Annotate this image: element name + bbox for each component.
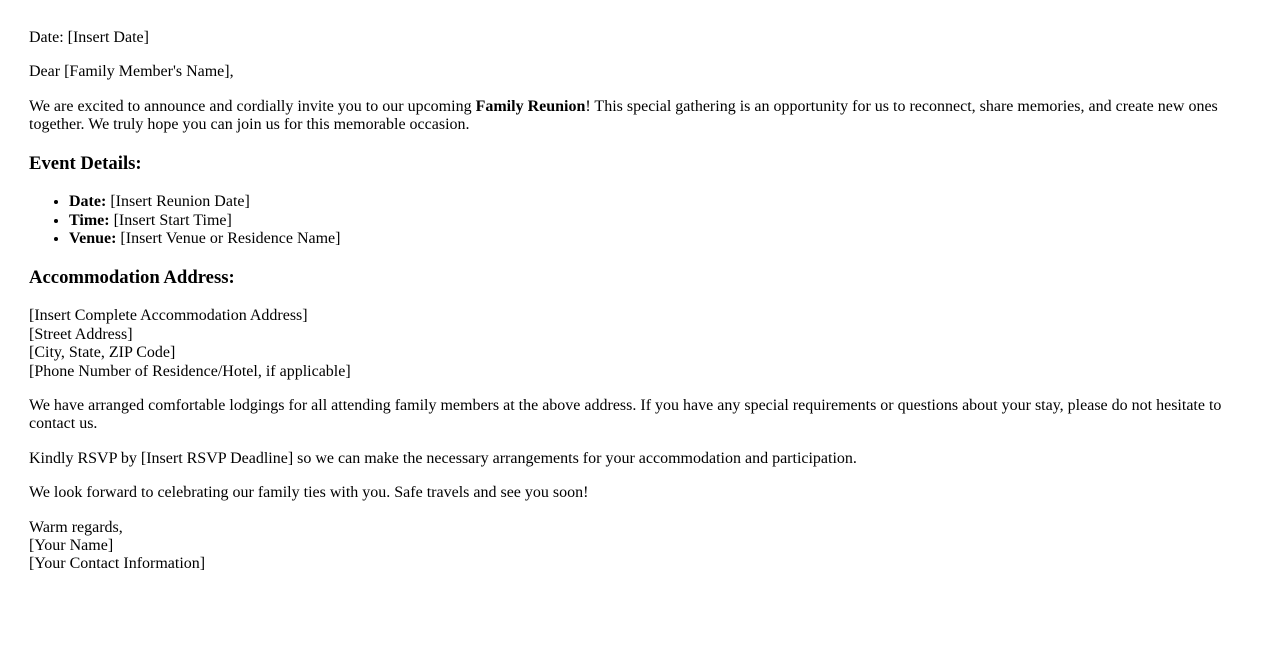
closing-note-paragraph: We look forward to celebrating our family ties with you. Safe travels and see you soon!: [29, 484, 589, 502]
signoff-line-3: [Your Contact Information]: [29, 555, 206, 573]
list-item-time-label: Time:: [69, 211, 110, 229]
event-details-list: [29, 193, 1248, 248]
list-item-date: [69, 193, 1248, 211]
intro-paragraph: [29, 98, 1248, 135]
list-item-date-label: Date:: [69, 193, 107, 211]
list-item-time: [69, 212, 1248, 230]
address-line-1: [Insert Complete Accommodation Address]: [29, 307, 308, 325]
accommodation-address-block: [29, 307, 1248, 381]
intro-bold-text: Family Reunion: [475, 97, 586, 115]
list-item-venue-value: [Insert Venue or Residence Name]: [116, 230, 341, 248]
list-item-date-value: [Insert Reunion Date]: [106, 193, 250, 211]
address-line-3: [City, State, ZIP Code]: [29, 344, 176, 362]
list-item-venue: [69, 230, 1248, 248]
event-details-heading: Event Details:: [29, 153, 142, 175]
signoff-line-1: Warm regards,: [29, 518, 123, 536]
lodging-note-paragraph: We have arranged comfortable lodgings for all attending family members at the above address. If you have any special requirements or questions about your stay, please do not hesitate to contact us.: [29, 397, 1222, 433]
list-item-venue-label: Venue:: [69, 230, 117, 248]
list-item-time-value: [Insert Start Time]: [109, 211, 232, 229]
intro-text-before: We are excited to announce and cordially invite you to our upcoming: [29, 97, 476, 115]
intro-text-after: ! This special gathering is an opportunity for us to reconnect, share memories, and create new ones together. We truly hope you can join us for this memorable occasion.: [29, 97, 1218, 134]
letter-document: [29, 29, 1248, 574]
signoff-line-2: [Your Name]: [29, 537, 114, 554]
signoff-block: [29, 519, 1248, 574]
address-line-2: [Street Address]: [29, 325, 133, 343]
accommodation-heading: Accommodation Address:: [29, 267, 235, 289]
address-line-4: [Phone Number of Residence/Hotel, if applicable]: [29, 362, 351, 380]
rsvp-paragraph: Kindly RSVP by [Insert RSVP Deadline] so we can make the necessary arrangements for your accommodation and participation.: [29, 449, 857, 467]
salutation: Dear [Family Member's Name],: [29, 63, 234, 81]
date-line: Date: [Insert Date]: [29, 29, 149, 46]
